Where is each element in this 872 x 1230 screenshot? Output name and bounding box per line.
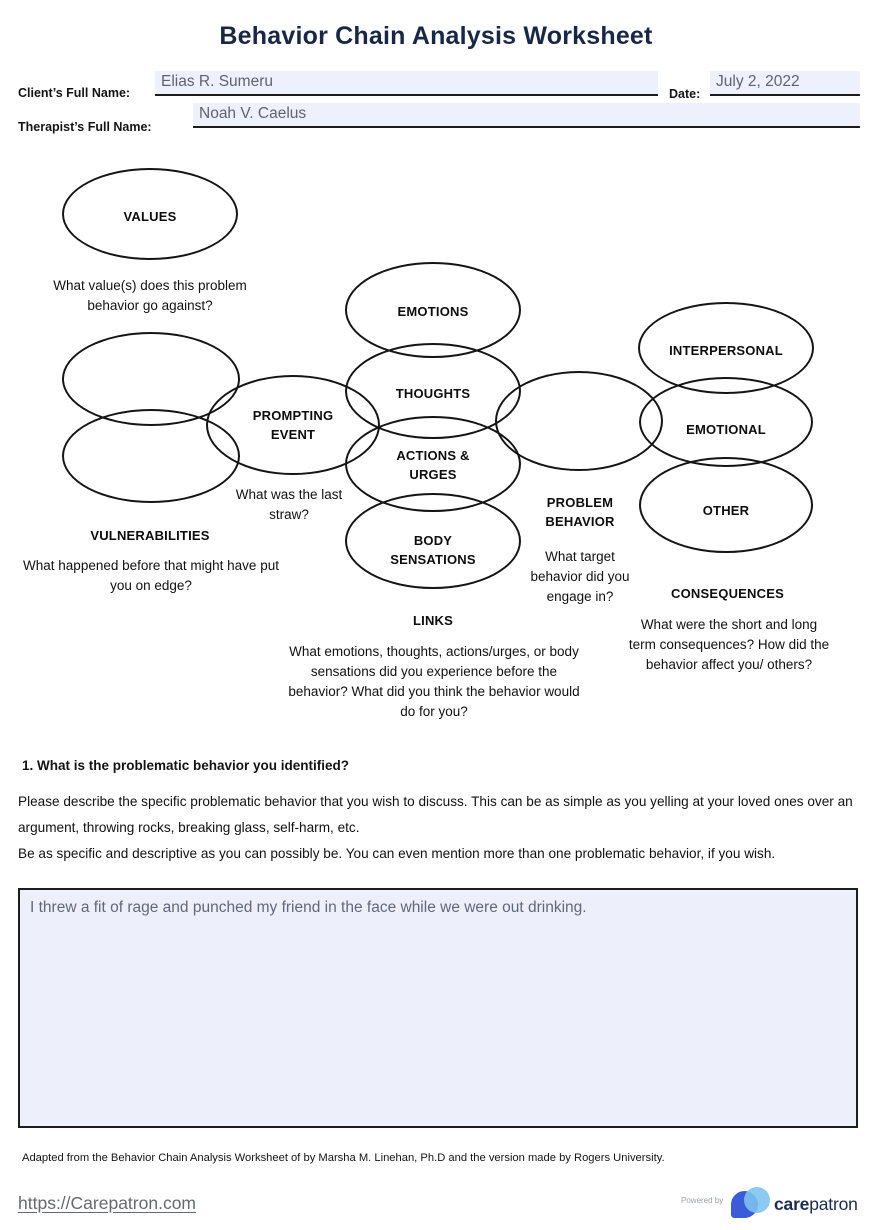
page-title: Behavior Chain Analysis Worksheet (219, 22, 653, 50)
carepatron-logo (731, 1187, 773, 1223)
answer-textarea[interactable] (18, 888, 858, 1128)
brand-care: care (774, 1194, 810, 1214)
client-name-label: Client’s Full Name: (18, 86, 131, 100)
body-sensations-label: BODY SENSATIONS (390, 533, 476, 567)
emotional-label: EMOTIONAL (686, 422, 766, 437)
logo-bubble-light-icon (744, 1187, 770, 1213)
values-label: VALUES (123, 209, 177, 224)
problem-behavior-label: PROBLEM BEHAVIOR (545, 495, 615, 529)
prompting-event-note: What was the last straw? (235, 487, 343, 522)
actions-urges-label: ACTIONS & URGES (396, 448, 470, 482)
attribution-note: Adapted from the Behavior Chain Analysis Worksheet of by Marsha M. Linehan, Ph.D and the version made by Rogers University. (22, 1152, 665, 1164)
consequences-note: What were the short and long term consequences? How did the behavior affect you/ others? (628, 617, 830, 672)
links-note: What emotions, thoughts, actions/urges, or body sensations did you experience before the behavior? What did you think the behavior would do for you? (288, 644, 580, 719)
carepatron-wordmark (774, 1194, 858, 1215)
vulnerabilities-note: What happened before that might have put you on edge? (23, 558, 279, 593)
client-name-input[interactable] (155, 71, 658, 96)
problem-behavior-note: What target behavior did you engage in? (530, 549, 630, 604)
date-input[interactable] (710, 71, 860, 96)
prompting-event-label: PROMPTING EVENT (252, 408, 334, 442)
emotions-label: EMOTIONS (397, 304, 469, 319)
therapist-name-label: Therapist’s Full Name: (18, 120, 152, 134)
carepatron-link[interactable]: https://Carepatron.com (18, 1193, 196, 1213)
question1-instruction-1: Please describe the specific problematic behavior that you wish to discuss. This can be as simple as you yelling at your loved ones over an argument, throwing rocks, breaking glass, self-harm, etc. (18, 794, 853, 835)
therapist-name-input[interactable] (193, 103, 860, 128)
brand-patron: patron (809, 1194, 858, 1214)
question1-instruction-2: Be as specific and descriptive as you can possibly be. You can even mention more than one problematic behavior, if you wish. (18, 846, 776, 861)
question1-heading: 1. What is the problematic behavior you identified? (22, 758, 350, 773)
interpersonal-label: INTERPERSONAL (669, 343, 783, 358)
links-label: LINKS (413, 613, 453, 628)
other-label: OTHER (702, 503, 750, 518)
thoughts-label: THOUGHTS (395, 386, 471, 401)
consequences-label: CONSEQUENCES (671, 586, 784, 601)
vulnerabilities-label: VULNERABILITIES (90, 528, 210, 543)
date-label: Date: (669, 87, 701, 101)
powered-by-label: Powered by (681, 1196, 724, 1205)
values-note: What value(s) does this problem behavior go against? (53, 278, 247, 313)
